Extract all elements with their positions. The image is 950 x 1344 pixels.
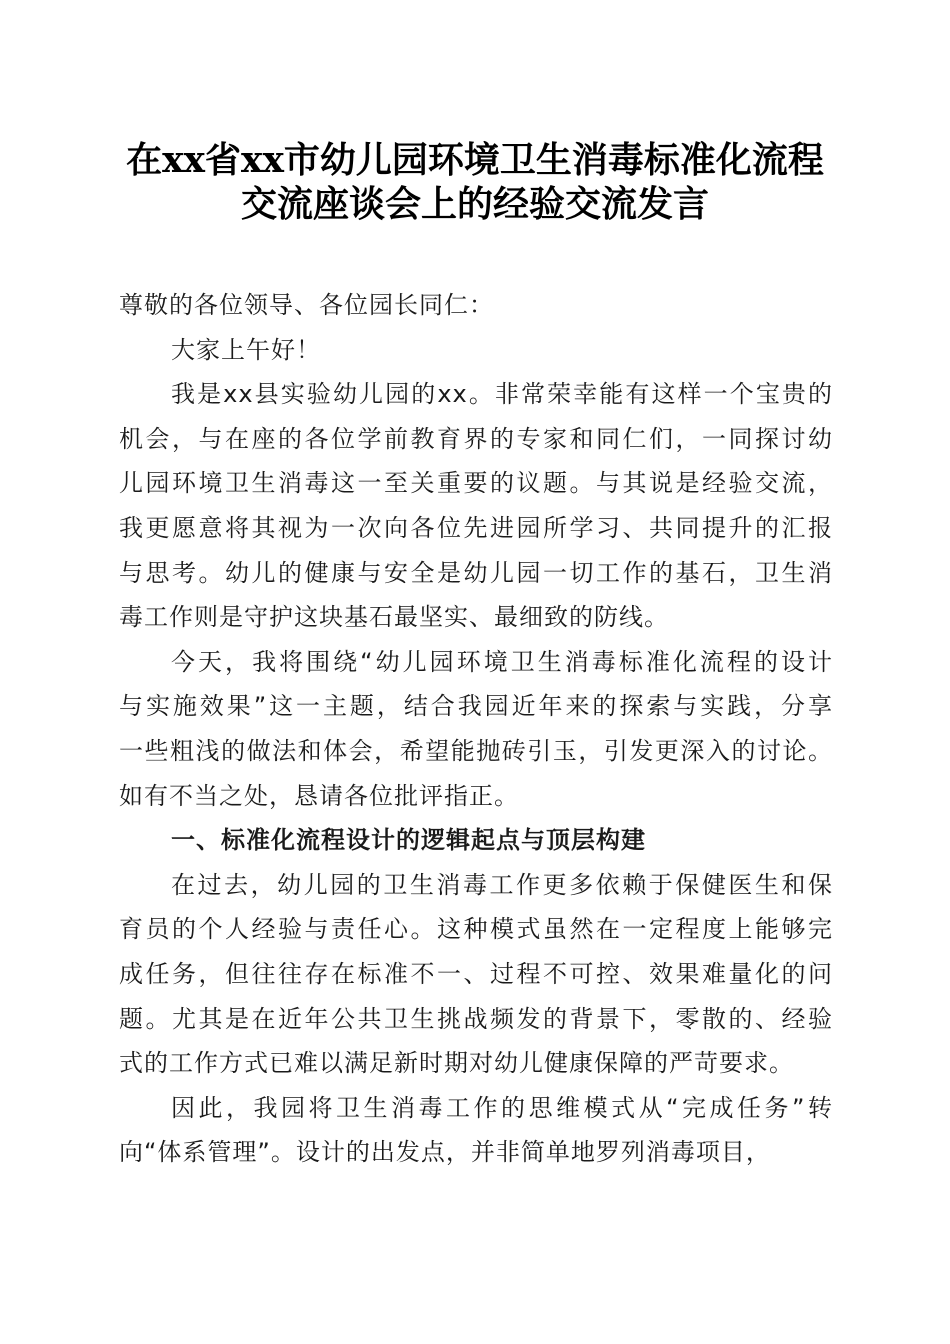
paragraph-line: 成任务，但往往存在标准不一、过程不可控、效果难量化的问 [119, 959, 833, 988]
salutation: 尊敬的各位领导、各位园长同仁： [119, 291, 494, 319]
paragraph-line: 向“体系管理”。设计的出发点，并非简单地罗列消毒项目， [119, 1138, 771, 1167]
paragraph-line: 在过去，幼儿园的卫生消毒工作更多依赖于保健医生和保 [171, 870, 833, 899]
document-title [0, 138, 950, 226]
paragraph-line: 一些粗浅的做法和体会，希望能抛砖引玉，引发更深入的讨论。 [119, 736, 833, 765]
paragraph-line: 如有不当之处，恳请各位批评指正。 [119, 781, 519, 810]
paragraph-shift [119, 1086, 833, 1175]
title-line-1: 在xx省xx市幼儿园环境卫生消毒标准化流程 [126, 139, 824, 181]
paragraph-line: 机会，与在座的各位学前教育界的专家和同仁们，一同探讨幼 [119, 424, 833, 453]
title-line-2: 交流座谈会上的经验交流发言 [240, 183, 709, 225]
paragraph-line: 毒工作则是守护这块基石最坚实、最细致的防线。 [119, 603, 669, 632]
paragraph-line: 与思考。幼儿的健康与安全是幼儿园一切工作的基石，卫生消 [119, 558, 833, 587]
paragraph-line: 儿园环境卫生消毒这一至关重要的议题。与其说是经验交流， [119, 469, 833, 498]
section-heading-1: 一、标准化流程设计的逻辑起点与顶层构建 [171, 826, 646, 855]
paragraph-line: 与实施效果”这一主题，结合我园近年来的探索与实践，分享 [119, 692, 833, 721]
paragraph-introduction [119, 372, 833, 640]
paragraph-line: 我更愿意将其视为一次向各位先进园所学习、共同提升的汇报 [119, 513, 833, 542]
paragraph-line: 因此，我园将卫生消毒工作的思维模式从“完成任务”转 [171, 1093, 833, 1122]
paragraph-line: 育员的个人经验与责任心。这种模式虽然在一定程度上能够完 [119, 915, 833, 944]
greeting: 大家上午好！ [171, 335, 321, 364]
paragraph-line: 我是xx县实验幼儿园的xx。非常荣幸能有这样一个宝贵的 [171, 380, 833, 409]
paragraph-line: 式的工作方式已难以满足新时期对幼儿健康保障的严苛要求。 [119, 1049, 794, 1078]
document-body [119, 283, 833, 1175]
paragraph-background [119, 863, 833, 1086]
paragraph-topic [119, 640, 833, 818]
paragraph-line: 今天，我将围绕“幼儿园环境卫生消毒标准化流程的设计 [171, 647, 833, 676]
paragraph-line: 题。尤其是在近年公共卫生挑战频发的背景下，零散的、经验 [119, 1004, 833, 1033]
